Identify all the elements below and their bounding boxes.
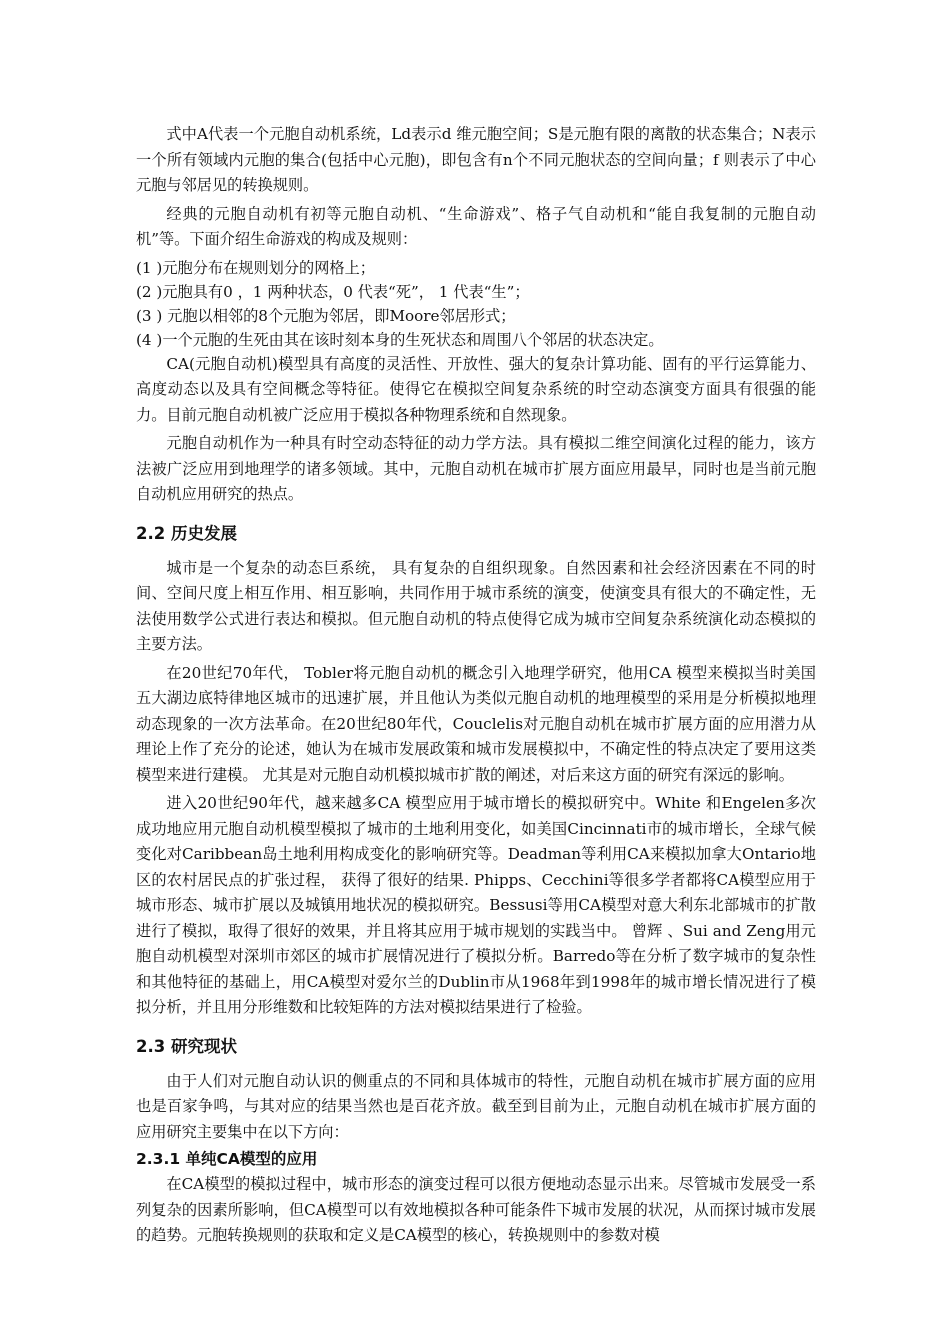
intro-paragraph-1: 式中A代表一个元胞自动机系统，Ld表示d 维元胞空间；S是元胞有限的离散的状态集合；N表示一个所有领域内元胞的集合(包括中心元胞)，即包含有n个不同元胞状态的空间向量；f 则表示了中心元胞与邻居见的转换规则。: [136, 125, 816, 194]
rule-item-1: (1 )元胞分布在规则划分的网格上；: [136, 258, 375, 277]
section-heading-history: 2.2 历史发展: [136, 523, 237, 543]
rule-item-4: (4 )一个元胞的生死由其在该时刻本身的生死状态和周围八个邻居的状态决定。: [136, 330, 664, 349]
rule-item-3: (3 ) 元胞以相邻的8个元胞为邻居，即Moore邻居形式；: [136, 306, 516, 325]
status-paragraph-2: 在CA模型的模拟过程中，城市形态的演变过程可以很方便地动态显示出来。尽管城市发展受一系列复杂的因素所影响，但CA模型可以有效地模拟各种可能条件下城市发展的状况，从而探讨城市发展的趋势。元胞转换规则的获取和定义是CA模型的核心，转换规则中的参数对模: [136, 1175, 816, 1244]
document-page: [136, 122, 816, 1252]
history-paragraph-2: 在20世纪70年代， Tobler将元胞自动机的概念引入地理学研究，他用CA 模型来模拟当时美国五大湖边底特律地区城市的迅速扩展，并且他认为类似元胞自动机的地理模型的采用是分析模拟地理动态现象的一次方法革命。在20世纪80年代，Couclelis对元胞自动机在城市扩展方面的应用潜力从理论上作了充分的论述，她认为在城市发展政策和城市发展模拟中，不确定性的特点决定了要用这类模型来进行建模。 尤其是对元胞自动机模拟城市扩散的阐述，对后来这方面的研究有深远的影响。: [136, 663, 816, 784]
intro-paragraph-2: 经典的元胞自动机有初等元胞自动机、“生命游戏”、格子气自动机和“能自我复制的元胞自动机”等。下面介绍生命游戏的构成及规则：: [136, 204, 816, 248]
section-heading-status: 2.3 研究现状: [136, 1036, 237, 1056]
intro-paragraph-4: 元胞自动机作为一种具有时空动态特征的动力学方法。具有模拟二维空间演化过程的能力，该方法被广泛应用到地理学的诸多领域。其中，元胞自动机在城市扩展方面应用最早，同时也是当前元胞自动机应用研究的热点。: [136, 434, 816, 503]
status-paragraph-1: 由于人们对元胞自动认识的侧重点的不同和具体城市的特性，元胞自动机在城市扩展方面的应用也是百家争鸣，与其对应的结果当然也是百花齐放。截至到目前为止，元胞自动机在城市扩展方面的应用研究主要集中在以下方向：: [136, 1071, 816, 1141]
subsection-heading-pure-ca: 2.3.1 单纯CA模型的应用: [136, 1150, 318, 1168]
intro-paragraph-3: CA(元胞自动机)模型具有高度的灵活性、开放性、强大的复杂计算功能、固有的平行运算能力、高度动态以及具有空间概念等特征。使得它在模拟空间复杂系统的时空动态演变方面具有很强的能力。目前元胞自动机被广泛应用于模拟各种物理系统和自然现象。: [136, 354, 816, 424]
game-of-life-rules-list: [136, 256, 816, 352]
history-paragraph-1: 城市是一个复杂的动态巨系统， 具有复杂的自组织现象。自然因素和社会经济因素在不同的时间、空间尺度上相互作用、相互影响，共同作用于城市系统的演变，使演变具有很大的不确定性，无法使用数学公式进行表达和模拟。但元胞自动机的特点使得它成为城市空间复杂系统演化动态模拟的主要方法。: [136, 558, 816, 653]
history-paragraph-3: 进入20世纪90年代，越来越多CA 模型应用于城市增长的模拟研究中。White 和Engelen多次成功地应用元胞自动机模型模拟了城市的土地利用变化，如美国Cincinnati市的城市增长，全球气候变化对Caribbean岛土地利用构成变化的影响研究等。Deadman等利用CA来模拟加拿大Ontario地区的农村居民点的扩张过程， 获得了很好的结果. Phipps、Cecchini等很多学者都将CA模型应用于城市形态、城市扩展以及城镇用地状况的模拟研究。Bessusi等用CA模型对意大利东北部城市的扩散进行了模拟，取得了很好的效果，并且将其应用于城市规划的实践当中。 曾辉 、Sui and Zeng用元胞自动机模型对深圳市郊区的城市扩展情况进行了模拟分析。Barredo等在分析了数字城市的复杂性和其他特征的基础上，用CA模型对爱尔兰的Dublin市从1968年到1998年的城市增长情况进行了模拟分析，并且用分形维数和比较矩阵的方法对模拟结果进行了检验。: [136, 794, 816, 1016]
rule-item-2: (2 )元胞具有0 ，1 两种状态，0 代表“死”， 1 代表“生”；: [136, 282, 530, 301]
